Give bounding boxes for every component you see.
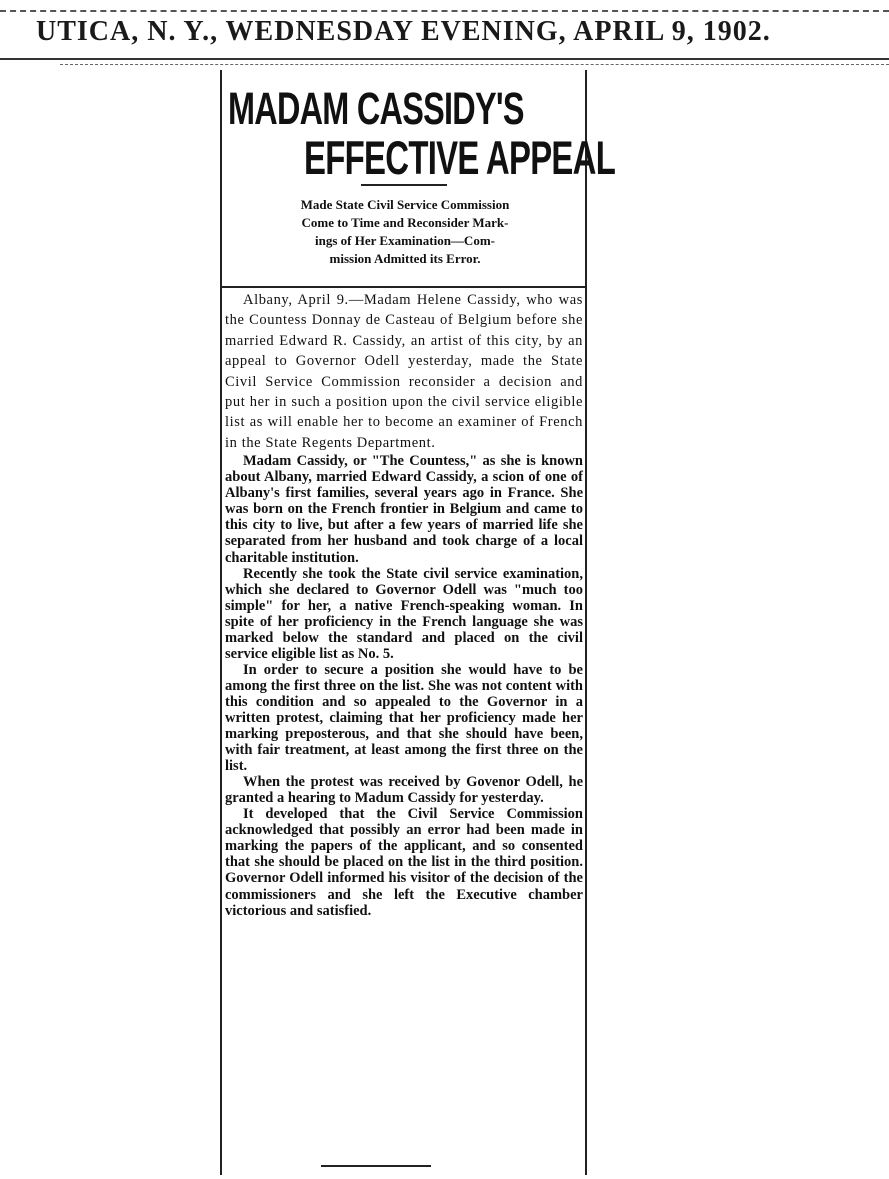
article-headline [228, 83, 616, 184]
deck-bottom-rule [221, 286, 587, 288]
masthead-dateline: UTICA, N. Y., WEDNESDAY EVENING, APRIL 9, 1902. [36, 16, 771, 47]
deck-line: ings of Her Examination—Com- [315, 233, 495, 248]
article-paragraph: When the protest was received by Govenor Odell, he granted a hearing to Madum Cassidy for yesterday. [225, 774, 583, 807]
masthead-top-rule [0, 10, 889, 12]
article-paragraph: It developed that the Civil Service Commission acknowledged that possibly an error had been made in marking the papers of the applicant, and so consented that she should be placed on the list in the third position. Governor Odell informed his visitor of the decision of the commissioners and she left the Executive chamber victorious and satisfied. [225, 806, 583, 919]
headline-divider [361, 184, 447, 186]
article-deck [229, 196, 581, 268]
article-column [221, 68, 616, 1179]
article-paragraph: Madam Cassidy, or "The Countess," as she is known about Albany, married Edward Cassidy, a scion of one of Albany's first families, several years ago in France. She was born on the French frontier in Belgium and came to this city to live, but after a few years of married life she separated from her husband and took charge of a local charitable institution. [225, 453, 583, 566]
masthead-bottom-rule [0, 58, 889, 60]
article-paragraph: In order to secure a position she would have to be among the first three on the list. She was not content with this condition and so appealed to the Governor in a written protest, claiming that her proficiency made her marking preposterous, and that she should have been, with fair treatment, at least among the first three on the list. [225, 661, 583, 775]
article-body [225, 290, 583, 919]
masthead [0, 0, 889, 60]
deck-line: Come to Time and Reconsider Mark- [301, 215, 509, 230]
headline-line-2: EFFECTIVE APPEAL [304, 131, 616, 184]
deck-line: mission Admitted its Error. [329, 251, 481, 266]
headline-line-1: MADAM CASSIDY'S [228, 83, 524, 134]
article-paragraph: Recently she took the State civil service examination, which she declared to Governor Odell was "much too simple" for her, a native French-speaking woman. In spite of her proficiency in the French language she was marked below the standard and placed on the civil service eligible list as No. 5. [225, 565, 583, 662]
deck-line: Made State Civil Service Commission [300, 197, 510, 212]
article-end-rule [321, 1165, 431, 1167]
article-paragraph: Albany, April 9.—Madam Helene Cassidy, who was the Countess Donnay de Casteau of Belgium before she married Edward R. Cassidy, an artist of this city, by an appeal to Governor Odell yesterday, made the State Civil Service Commission reconsider a decision and put her in such a position upon the civil service eligible list as will enable her to become an examiner of French in the State Regents Department. [225, 292, 583, 451]
masthead-bottom-dashed-rule [60, 64, 889, 65]
